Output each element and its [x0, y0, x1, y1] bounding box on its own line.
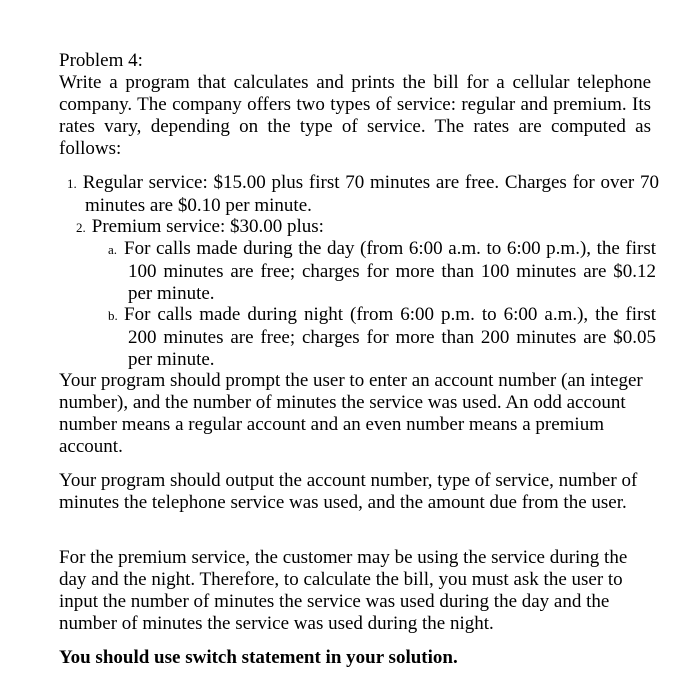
problem-heading: Problem 4: [59, 50, 143, 71]
closing-instruction: You should use switch statement in your solution. [59, 647, 458, 668]
sub-item-day: a. For calls made during the day (from 6:00 a.m. to 6:00 p.m.), the first 100 minutes are free; charges for more than 100 minutes are $0.12 per minute. [108, 238, 656, 304]
sub-item-night: b. For calls made during night (from 6:00 p.m. to 6:00 a.m.), the first 200 minutes are free; charges for more than 200 minutes are $0.05 per minute. [108, 304, 656, 370]
list-marker: 2. [76, 220, 86, 235]
sub-item-text: For calls made during night (from 6:00 p.m. to 6:00 a.m.), the first 200 minutes are free; charges for more than 200 minutes are $0.05 per minute. [124, 304, 656, 370]
problem-intro: Write a program that calculates and prints the bill for a cellular telephone company. The company offers two types of service: regular and premium. Its rates vary, depending on the type of service. The rates are computed as follows: [59, 72, 651, 159]
list-item-text: Premium service: $30.00 plus: [91, 216, 324, 237]
list-item-regular [67, 172, 659, 217]
paragraph-premium: For the premium service, the customer may be using the service during the day and the night. Therefore, to calculate the bill, you must ask the user to input the number of minutes the service was used during the day and the number of minutes the service was used during the night. [59, 547, 628, 634]
list-item-premium [76, 216, 650, 239]
paragraph-output: Your program should output the account number, type of service, number of minutes the telephone service was used, and the amount due from the user. [59, 470, 638, 513]
list-item-text: Regular service: $15.00 plus first 70 minutes are free. Charges for over 70 minutes are $0.10 per minute. [82, 172, 659, 216]
sub-item-text: For calls made during the day (from 6:00 a.m. to 6:00 p.m.), the first 100 minutes are free; charges for more than 100 minutes are $0.12 per minute. [124, 238, 656, 304]
paragraph-input: Your program should prompt the user to enter an account number (an integer number), and the number of minutes the service was used. An odd account number means a regular account and an even number means a premium account. [59, 370, 643, 457]
list-marker: 1. [67, 176, 77, 191]
